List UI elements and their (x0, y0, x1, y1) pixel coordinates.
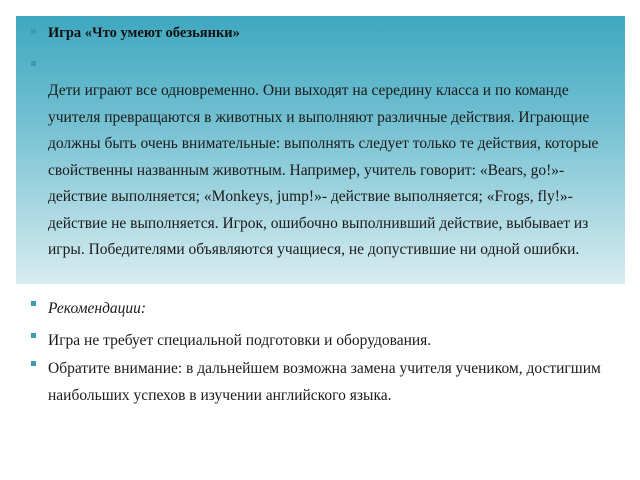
title-bullet-row (30, 24, 240, 42)
bullet-icon: ▪ (30, 358, 37, 369)
empty-bullet-row (30, 56, 48, 72)
slide-title: Игра «Что умеют обезьянки» (48, 25, 240, 41)
bullet-icon: ▪ (30, 298, 37, 309)
recommendations-heading: Рекомендации: (48, 300, 147, 317)
bullet-icon: ▪ (30, 26, 37, 37)
no-preparation-text: Игра не требует специальной подготовки и оборудования. (48, 332, 432, 349)
bullet-icon: ▪ (30, 330, 37, 341)
attention-text: Обратите внимание: в дальнейшем возможна замена учителя учеником, достигшим наибольших успехов в изучении английского языка. (48, 360, 601, 404)
bullet-attention (30, 356, 620, 409)
bullet-recommendations (30, 296, 620, 323)
bullet-icon: ▪ (30, 58, 37, 69)
bullet-no-preparation (30, 328, 620, 355)
game-description: Дети играют все одновременно. Они выходят на середину класса и по команде учителя превращаются в животных и выполняют различные действия. Играющие должны быть очень внимательные: выполнять следует только те действия, которые свойственны названным животным. Например, учитель говорит: «Bears, go!»- действие выполняется; «Monkeys, jump!»- действие выполняется; «Frogs, fly!»- действие не выполняется. Игрок, ошибочно выполнивший действие, выбывает из игры. Победителями объявляются учащиеся, не допустившие ни одной ошибки. (48, 82, 599, 258)
